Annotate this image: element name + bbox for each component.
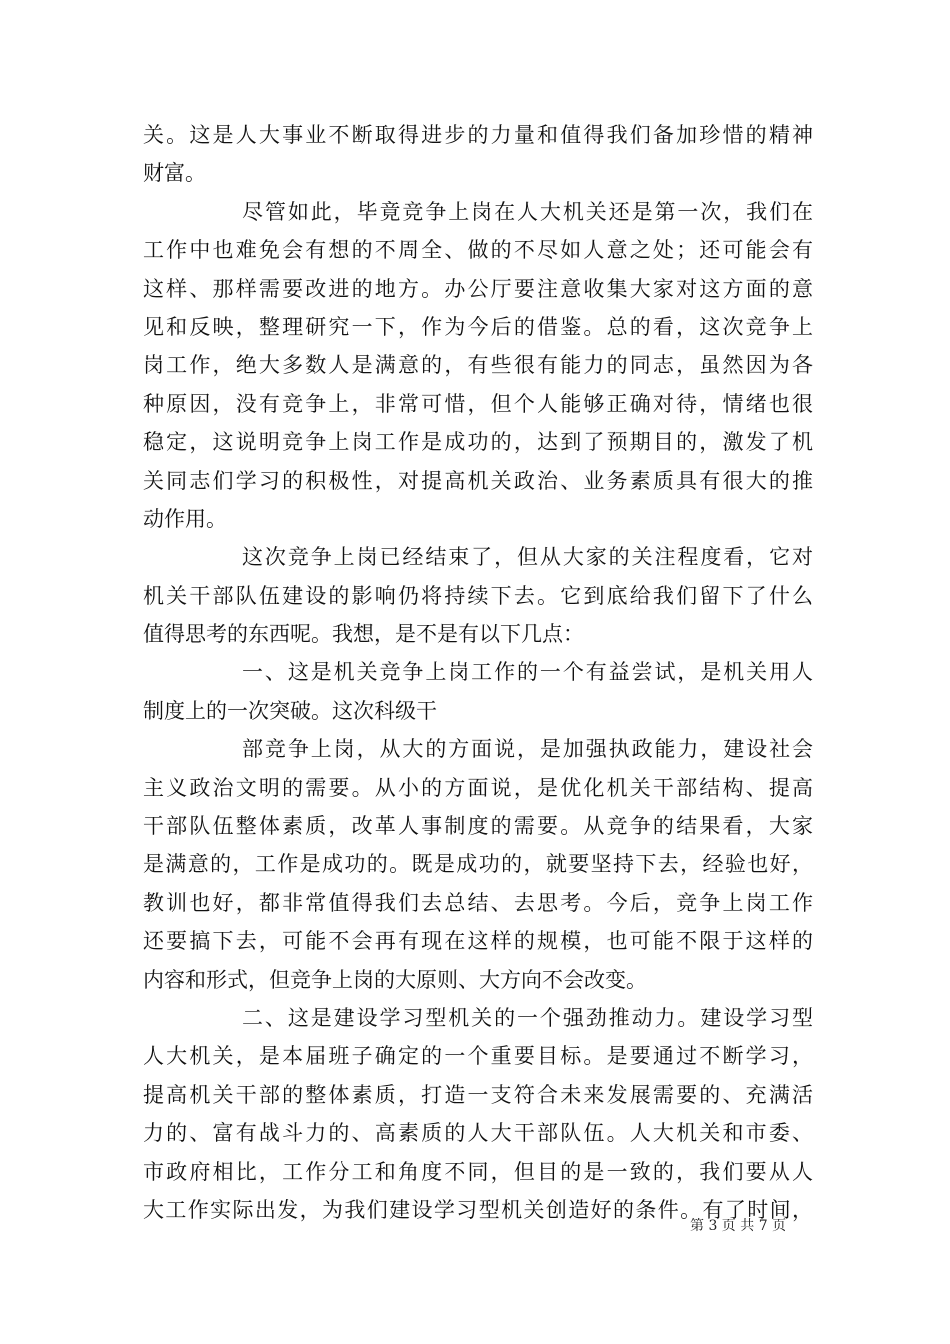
text-line: 机关干部队伍建设的影响仍将持续下去。它到底给我们留下了什么 <box>143 583 813 608</box>
text-line: 财富。 <box>143 161 206 186</box>
text-line: 干部队伍整体素质，改革人事制度的需要。从竞争的结果看，大家 <box>143 814 813 839</box>
text-line: 稳定，这说明竞争上岗工作是成功的，达到了预期目的，激发了机 <box>143 430 813 455</box>
text-line: 大工作实际出发，为我们建设学习型机关创造好的条件。有了时间， <box>143 1197 813 1222</box>
text-line: 种原因，没有竞争上，非常可惜，但个人能够正确对待，情绪也很 <box>143 391 813 416</box>
paragraph-start-line: 尽管如此，毕竟竞争上岗在人大机关还是第一次，我们在 <box>242 199 813 224</box>
text-line: 市政府相比，工作分工和角度不同，但目的是一致的，我们要从人 <box>143 1159 813 1184</box>
page-number-footer: 第 3 页 共 7 页 <box>690 1218 787 1234</box>
paragraph-start-line: 部竞争上岗，从大的方面说，是加强执政能力，建设社会 <box>242 737 813 762</box>
text-line: 关同志们学习的积极性，对提高机关政治、业务素质具有很大的推 <box>143 468 813 493</box>
text-line: 这样、那样需要改进的地方。办公厅要注意收集大家对这方面的意 <box>143 276 813 301</box>
text-line: 是满意的，工作是成功的。既是成功的，就要坚持下去，经验也好， <box>143 852 813 877</box>
text-line: 力的、富有战斗力的、高素质的人大干部队伍。人大机关和市委、 <box>143 1121 813 1146</box>
text-line: 教训也好，都非常值得我们去总结、去思考。今后，竞争上岗工作 <box>143 890 813 915</box>
text-line: 制度上的一次突破。这次科级干 <box>143 698 437 723</box>
text-line: 工作中也难免会有想的不周全、做的不尽如人意之处；还可能会有 <box>143 238 813 263</box>
text-line: 见和反映，整理研究一下，作为今后的借鉴。总的看，这次竞争上 <box>143 314 813 339</box>
text-line: 值得思考的东西呢。我想，是不是有以下几点： <box>143 622 584 647</box>
text-line: 提高机关干部的整体素质，打造一支符合未来发展需要的、充满活 <box>143 1082 813 1107</box>
text-line: 还要搞下去，可能不会再有现在这样的规模，也可能不限于这样的 <box>143 929 813 954</box>
text-line: 岗工作，绝大多数人是满意的，有些很有能力的同志，虽然因为各 <box>143 353 813 378</box>
text-line: 内容和形式，但竞争上岗的大原则、大方向不会改变。 <box>143 967 647 992</box>
text-line: 主义政治文明的需要。从小的方面说，是优化机关干部结构、提高 <box>143 775 813 800</box>
text-line: 关。这是人大事业不断取得进步的力量和值得我们备加珍惜的精神 <box>143 123 813 147</box>
body-text <box>143 116 813 1229</box>
paragraph-start-line: 这次竞争上岗已经结束了，但从大家的关注程度看，它对 <box>242 545 813 570</box>
text-line: 动作用。 <box>143 506 227 531</box>
paragraph-start-line: 一、这是机关竞争上岗工作的一个有益尝试，是机关用人 <box>242 660 813 685</box>
text-line: 人大机关，是本届班子确定的一个重要目标。是要通过不断学习， <box>143 1044 813 1069</box>
paragraph-start-line: 二、这是建设学习型机关的一个强劲推动力。建设学习型 <box>242 1005 813 1030</box>
